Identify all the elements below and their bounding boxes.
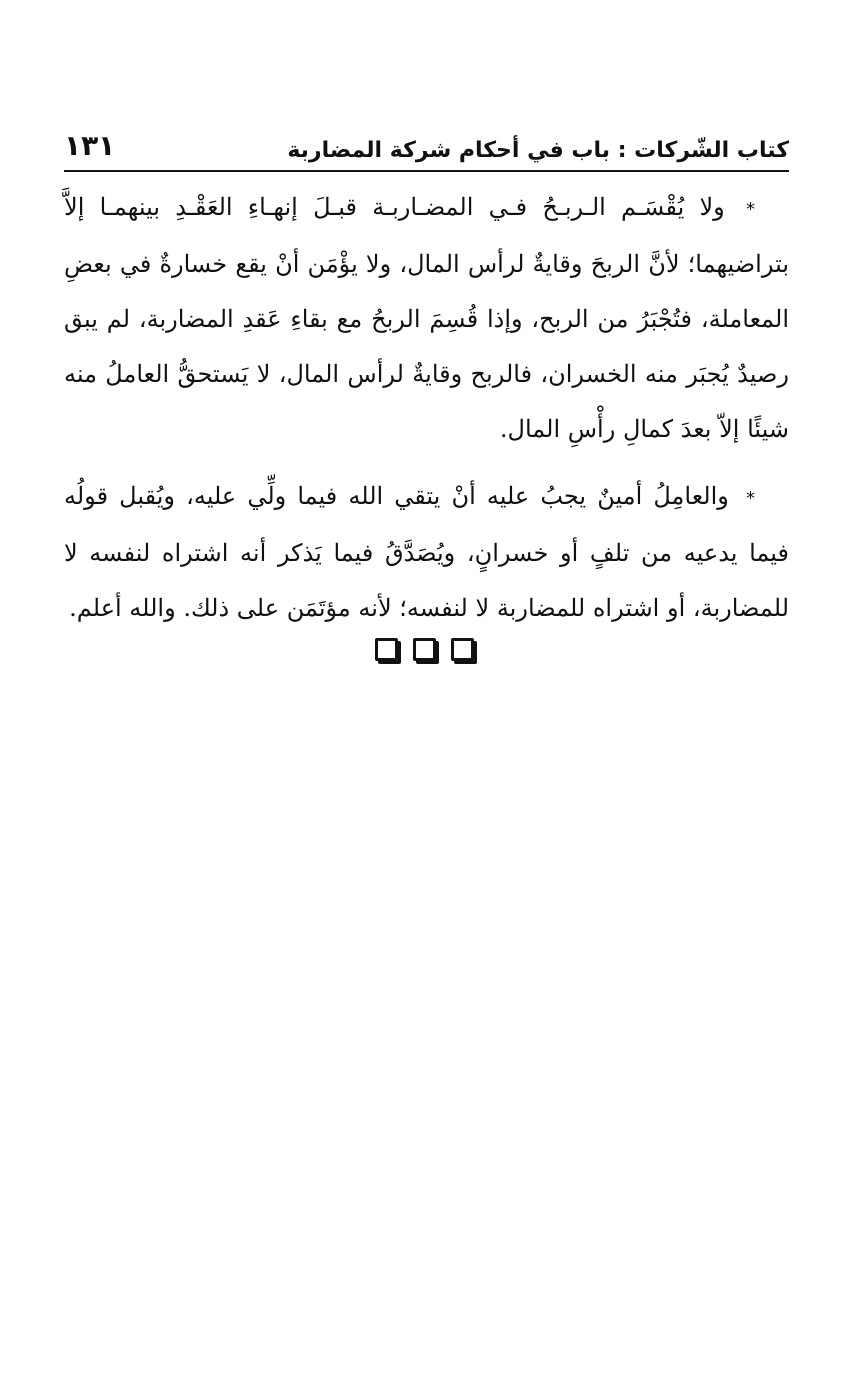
square-ornament-icon [451,638,474,661]
section-end-marks [0,638,849,665]
paragraph-profit-division [64,180,789,457]
asterisk-bullet-icon: * [746,488,755,509]
square-ornament-icon [375,638,398,661]
running-header [64,126,789,172]
page-number: ١٣١ [64,129,116,162]
asterisk-bullet-icon: * [746,199,755,220]
paragraph-text: والعامِلُ أمينٌ يجبُ عليه أنْ يتقي الله فيما ولِّي عليه، ويُقبل قولُه فيما يدعيه من تلفٍ أو خسرانٍ، ويُصَدَّقُ فيما يَذكر أنه اشتراه لنفسه لا للمضاربة، أو اشتراه للمضاربة لا لنفسه؛ لأنه مؤتَمَن على ذلك. والله أعلم. [64,482,789,622]
chapter-title: كتاب الشّركات : باب في أحكام شركة المضاربة [287,138,789,163]
paragraph-text: ولا يُقْسَـم الـربـحُ فـي المضـاربـة قبـلَ إنهـاءِ العَقْـدِ بينهمـا إلاَّ بتراضيهما؛ لأنَّ الربحَ وقايةٌ لرأس المال، ولا يؤْمَن أنْ يقع خسارةٌ في بعضِ المعاملة، فتُجْبَرُ من الربح، وإذا قُسِمَ الربحُ مع بقاءِ عَقدِ المضاربة، لم يبق رصيدٌ يُجبَر منه الخسران، فالربح وقايةٌ لرأس المال، لا يَستحقُّ العاملُ منه شيئًا إلاّ بعدَ كمالِ رأْسِ المال. [64,193,789,443]
body-text [64,180,789,648]
paragraph-worker-trust [64,469,789,636]
square-ornament-icon [413,638,436,661]
